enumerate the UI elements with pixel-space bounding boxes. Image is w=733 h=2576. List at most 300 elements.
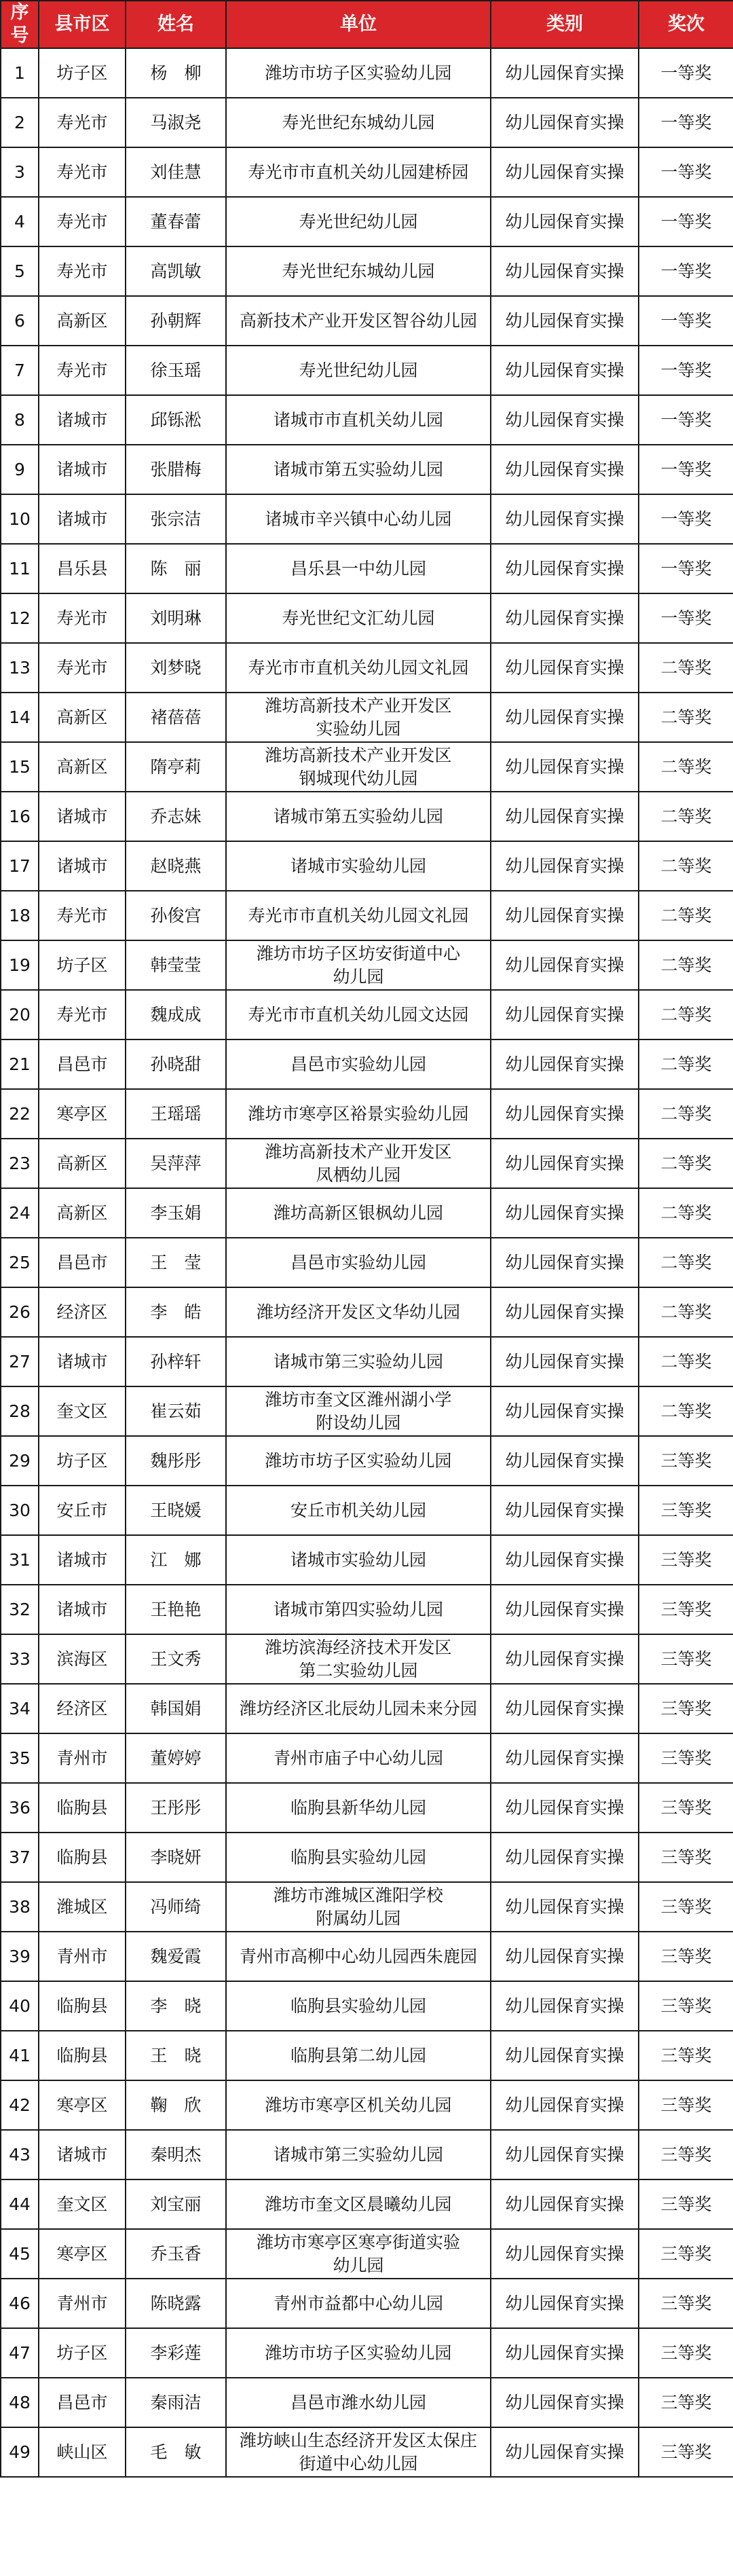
cell-index: 47: [1, 2328, 39, 2378]
cell-index: 46: [1, 2279, 39, 2328]
table-row: [1, 1337, 733, 1386]
cell-name: 李晓妍: [126, 1833, 226, 1882]
cell-unit: 临朐县实验幼儿园: [226, 1981, 491, 2031]
cell-county: 诸城市: [39, 445, 126, 494]
table-row: [1, 1139, 733, 1188]
cell-award: 三等奖: [639, 2229, 733, 2279]
cell-category: 幼儿园保育实操: [491, 891, 639, 940]
cell-unit: 诸城市实验幼儿园: [226, 1535, 491, 1585]
cell-name: 陈晓露: [126, 2279, 226, 2328]
cell-name: 孙俊宫: [126, 891, 226, 940]
cell-category: 幼儿园保育实操: [491, 940, 639, 990]
cell-county: 昌乐县: [39, 544, 126, 593]
cell-county: 诸城市: [39, 1535, 126, 1585]
cell-unit: 寿光世纪东城幼儿园: [226, 246, 491, 296]
table-row: [1, 544, 733, 593]
cell-name: 董春蕾: [126, 197, 226, 246]
cell-index: 8: [1, 395, 39, 445]
cell-award: 三等奖: [639, 1932, 733, 1981]
cell-unit: 寿光世纪东城幼儿园: [226, 98, 491, 147]
cell-name: 张腊梅: [126, 445, 226, 494]
cell-index: 31: [1, 1535, 39, 1585]
cell-index: 30: [1, 1486, 39, 1535]
cell-award: 三等奖: [639, 1634, 733, 1684]
cell-name: 刘宝丽: [126, 2179, 226, 2229]
cell-index: 2: [1, 98, 39, 147]
cell-county: 峡山区: [39, 2427, 126, 2477]
cell-category: 幼儿园保育实操: [491, 2080, 639, 2130]
cell-county: 寿光市: [39, 593, 126, 643]
cell-unit: 潍坊市奎文区潍州湖小学 附设幼儿园: [226, 1386, 491, 1436]
cell-county: 临朐县: [39, 1833, 126, 1882]
cell-county: 滨海区: [39, 1634, 126, 1684]
cell-award: 一等奖: [639, 494, 733, 544]
cell-unit: 潍坊市坊子区实验幼儿园: [226, 2328, 491, 2378]
cell-unit: 诸城市第三实验幼儿园: [226, 2130, 491, 2179]
table-row: [1, 1932, 733, 1981]
cell-name: 马淑尧: [126, 98, 226, 147]
cell-award: 三等奖: [639, 1436, 733, 1486]
cell-name: 陈 丽: [126, 544, 226, 593]
header-name: 姓名: [126, 1, 226, 48]
table-row: [1, 1486, 733, 1535]
cell-award: 三等奖: [639, 2378, 733, 2427]
cell-county: 寿光市: [39, 643, 126, 693]
cell-name: 褚蓓蓓: [126, 693, 226, 742]
header-row: [1, 1, 733, 48]
cell-unit: 临朐县第二幼儿园: [226, 2031, 491, 2080]
cell-name: 乔志妹: [126, 792, 226, 841]
cell-index: 48: [1, 2378, 39, 2427]
cell-county: 青州市: [39, 1733, 126, 1783]
cell-unit: 潍坊滨海经济技术开发区 第二实验幼儿园: [226, 1634, 491, 1684]
cell-unit: 诸城市市直机关幼儿园: [226, 395, 491, 445]
cell-category: 幼儿园保育实操: [491, 98, 639, 147]
cell-award: 二等奖: [639, 643, 733, 693]
cell-county: 诸城市: [39, 1585, 126, 1634]
cell-category: 幼儿园保育实操: [491, 1486, 639, 1535]
cell-name: 王晓媛: [126, 1486, 226, 1535]
header-award: 奖次: [639, 1, 733, 48]
cell-award: 二等奖: [639, 693, 733, 742]
cell-award: 二等奖: [639, 1188, 733, 1238]
cell-unit: 寿光市市直机关幼儿园文礼园: [226, 643, 491, 693]
table-row: [1, 2080, 733, 2130]
cell-county: 寒亭区: [39, 1089, 126, 1139]
cell-category: 幼儿园保育实操: [491, 445, 639, 494]
table-row: [1, 1188, 733, 1238]
cell-category: 幼儿园保育实操: [491, 1139, 639, 1188]
cell-name: 李玉娟: [126, 1188, 226, 1238]
cell-unit: 昌邑市实验幼儿园: [226, 1238, 491, 1287]
cell-index: 34: [1, 1684, 39, 1733]
cell-category: 幼儿园保育实操: [491, 1833, 639, 1882]
cell-county: 高新区: [39, 1139, 126, 1188]
cell-category: 幼儿园保育实操: [491, 1783, 639, 1833]
cell-award: 一等奖: [639, 48, 733, 98]
cell-award: 三等奖: [639, 2080, 733, 2130]
cell-county: 诸城市: [39, 1337, 126, 1386]
table-row: [1, 593, 733, 643]
cell-name: 乔玉香: [126, 2229, 226, 2279]
table-row: [1, 643, 733, 693]
table-row: [1, 445, 733, 494]
table-row: [1, 1684, 733, 1733]
cell-index: 35: [1, 1733, 39, 1783]
cell-index: 37: [1, 1833, 39, 1882]
cell-unit: 寿光市市直机关幼儿园文达园: [226, 990, 491, 1039]
cell-county: 寿光市: [39, 990, 126, 1039]
cell-category: 幼儿园保育实操: [491, 2279, 639, 2328]
cell-category: 幼儿园保育实操: [491, 2427, 639, 2477]
cell-county: 临朐县: [39, 1981, 126, 2031]
cell-index: 16: [1, 792, 39, 841]
cell-unit: 昌邑市潍水幼儿园: [226, 2378, 491, 2427]
cell-county: 临朐县: [39, 1783, 126, 1833]
cell-index: 40: [1, 1981, 39, 2031]
cell-name: 王 晓: [126, 2031, 226, 2080]
cell-category: 幼儿园保育实操: [491, 346, 639, 395]
cell-county: 安丘市: [39, 1486, 126, 1535]
cell-index: 18: [1, 891, 39, 940]
cell-category: 幼儿园保育实操: [491, 1089, 639, 1139]
cell-unit: 青州市庙子中心幼儿园: [226, 1733, 491, 1783]
cell-award: 三等奖: [639, 1833, 733, 1882]
cell-county: 坊子区: [39, 1436, 126, 1486]
cell-index: 1: [1, 48, 39, 98]
cell-index: 49: [1, 2427, 39, 2477]
cell-unit: 潍坊市奎文区晨曦幼儿园: [226, 2179, 491, 2229]
cell-county: 经济区: [39, 1684, 126, 1733]
cell-category: 幼儿园保育实操: [491, 2378, 639, 2427]
cell-county: 高新区: [39, 1188, 126, 1238]
cell-index: 45: [1, 2229, 39, 2279]
cell-unit: 潍坊市潍城区潍阳学校 附属幼儿园: [226, 1882, 491, 1932]
table-row: [1, 1039, 733, 1089]
cell-award: 三等奖: [639, 1733, 733, 1783]
cell-award: 三等奖: [639, 1486, 733, 1535]
cell-category: 幼儿园保育实操: [491, 1634, 639, 1684]
cell-award: 三等奖: [639, 2427, 733, 2477]
table-row: [1, 2328, 733, 2378]
cell-index: 43: [1, 2130, 39, 2179]
table-row: [1, 1287, 733, 1337]
cell-award: 三等奖: [639, 1882, 733, 1932]
cell-category: 幼儿园保育实操: [491, 1386, 639, 1436]
cell-name: 董婷婷: [126, 1733, 226, 1783]
cell-unit: 潍坊市坊子区坊安街道中心 幼儿园: [226, 940, 491, 990]
cell-award: 三等奖: [639, 2328, 733, 2378]
cell-award: 一等奖: [639, 544, 733, 593]
cell-category: 幼儿园保育实操: [491, 1436, 639, 1486]
cell-name: 秦明杰: [126, 2130, 226, 2179]
cell-award: 一等奖: [639, 395, 733, 445]
cell-category: 幼儿园保育实操: [491, 990, 639, 1039]
table-row: [1, 742, 733, 792]
header-category: 类别: [491, 1, 639, 48]
cell-award: 二等奖: [639, 1386, 733, 1436]
cell-name: 孙朝辉: [126, 296, 226, 346]
cell-category: 幼儿园保育实操: [491, 1882, 639, 1932]
cell-county: 寿光市: [39, 98, 126, 147]
table-row: [1, 1634, 733, 1684]
cell-index: 13: [1, 643, 39, 693]
cell-award: 一等奖: [639, 296, 733, 346]
cell-category: 幼儿园保育实操: [491, 643, 639, 693]
cell-county: 寿光市: [39, 246, 126, 296]
cell-county: 诸城市: [39, 494, 126, 544]
cell-unit: 寿光市市直机关幼儿园文礼园: [226, 891, 491, 940]
cell-unit: 临朐县新华幼儿园: [226, 1783, 491, 1833]
cell-category: 幼儿园保育实操: [491, 2031, 639, 2080]
cell-name: 刘明琳: [126, 593, 226, 643]
cell-unit: 青州市高柳中心幼儿园西朱鹿园: [226, 1932, 491, 1981]
cell-name: 王 莹: [126, 1238, 226, 1287]
table-row: [1, 1833, 733, 1882]
cell-award: 二等奖: [639, 841, 733, 891]
cell-county: 坊子区: [39, 940, 126, 990]
cell-county: 坊子区: [39, 48, 126, 98]
cell-name: 王瑶瑶: [126, 1089, 226, 1139]
cell-category: 幼儿园保育实操: [491, 1535, 639, 1585]
cell-county: 昌邑市: [39, 1039, 126, 1089]
cell-county: 诸城市: [39, 841, 126, 891]
table-row: [1, 1535, 733, 1585]
cell-name: 魏成成: [126, 990, 226, 1039]
cell-unit: 诸城市第四实验幼儿园: [226, 1585, 491, 1634]
cell-name: 江 娜: [126, 1535, 226, 1585]
table-row: [1, 1436, 733, 1486]
table-row: [1, 841, 733, 891]
table-row: [1, 940, 733, 990]
cell-index: 33: [1, 1634, 39, 1684]
cell-unit: 安丘市机关幼儿园: [226, 1486, 491, 1535]
table-row: [1, 2179, 733, 2229]
cell-category: 幼儿园保育实操: [491, 2328, 639, 2378]
cell-award: 二等奖: [639, 1337, 733, 1386]
table-row: [1, 147, 733, 197]
cell-name: 韩国娟: [126, 1684, 226, 1733]
cell-name: 冯师绮: [126, 1882, 226, 1932]
cell-name: 王艳艳: [126, 1585, 226, 1634]
cell-award: 二等奖: [639, 891, 733, 940]
cell-category: 幼儿园保育实操: [491, 2130, 639, 2179]
cell-unit: 潍坊高新区银枫幼儿园: [226, 1188, 491, 1238]
cell-award: 三等奖: [639, 1585, 733, 1634]
cell-unit: 潍坊高新技术产业开发区 钢城现代幼儿园: [226, 742, 491, 792]
cell-category: 幼儿园保育实操: [491, 1684, 639, 1733]
cell-county: 经济区: [39, 1287, 126, 1337]
cell-name: 徐玉瑶: [126, 346, 226, 395]
cell-county: 坊子区: [39, 2328, 126, 2378]
cell-unit: 潍坊高新技术产业开发区 实验幼儿园: [226, 693, 491, 742]
cell-county: 青州市: [39, 2279, 126, 2328]
cell-name: 刘佳慧: [126, 147, 226, 197]
table-row: [1, 1386, 733, 1436]
table-row: [1, 1981, 733, 2031]
cell-category: 幼儿园保育实操: [491, 1981, 639, 2031]
cell-name: 张宗洁: [126, 494, 226, 544]
cell-index: 9: [1, 445, 39, 494]
cell-name: 王彤彤: [126, 1783, 226, 1833]
table-row: [1, 2279, 733, 2328]
table-row: [1, 197, 733, 246]
cell-category: 幼儿园保育实操: [491, 147, 639, 197]
cell-index: 14: [1, 693, 39, 742]
cell-name: 韩莹莹: [126, 940, 226, 990]
cell-award: 三等奖: [639, 1684, 733, 1733]
cell-award: 三等奖: [639, 2130, 733, 2179]
cell-award: 二等奖: [639, 1139, 733, 1188]
cell-category: 幼儿园保育实操: [491, 593, 639, 643]
cell-index: 3: [1, 147, 39, 197]
table-row: [1, 792, 733, 841]
cell-index: 15: [1, 742, 39, 792]
table-row: [1, 1585, 733, 1634]
cell-index: 26: [1, 1287, 39, 1337]
table-row: [1, 1882, 733, 1932]
cell-county: 昌邑市: [39, 2378, 126, 2427]
cell-index: 6: [1, 296, 39, 346]
cell-county: 高新区: [39, 693, 126, 742]
cell-name: 隋亭莉: [126, 742, 226, 792]
table-row: [1, 1089, 733, 1139]
cell-category: 幼儿园保育实操: [491, 1932, 639, 1981]
cell-index: 23: [1, 1139, 39, 1188]
cell-index: 28: [1, 1386, 39, 1436]
cell-unit: 潍坊市寒亭区寒亭街道实验 幼儿园: [226, 2229, 491, 2279]
cell-name: 魏爱霞: [126, 1932, 226, 1981]
table-row: [1, 1238, 733, 1287]
table-row: [1, 2378, 733, 2427]
cell-index: 11: [1, 544, 39, 593]
cell-award: 一等奖: [639, 147, 733, 197]
cell-category: 幼儿园保育实操: [491, 1585, 639, 1634]
cell-award: 二等奖: [639, 792, 733, 841]
cell-category: 幼儿园保育实操: [491, 1337, 639, 1386]
cell-county: 昌邑市: [39, 1238, 126, 1287]
cell-index: 32: [1, 1585, 39, 1634]
table-row: [1, 494, 733, 544]
cell-category: 幼儿园保育实操: [491, 2229, 639, 2279]
cell-index: 24: [1, 1188, 39, 1238]
table-row: [1, 1733, 733, 1783]
cell-unit: 临朐县实验幼儿园: [226, 1833, 491, 1882]
cell-index: 7: [1, 346, 39, 395]
cell-category: 幼儿园保育实操: [491, 2179, 639, 2229]
cell-unit: 潍坊市寒亭区裕景实验幼儿园: [226, 1089, 491, 1139]
table-row: [1, 2427, 733, 2477]
cell-name: 秦雨洁: [126, 2378, 226, 2427]
cell-index: 29: [1, 1436, 39, 1486]
cell-name: 李 皓: [126, 1287, 226, 1337]
cell-category: 幼儿园保育实操: [491, 1287, 639, 1337]
cell-unit: 昌邑市实验幼儿园: [226, 1039, 491, 1089]
cell-award: 一等奖: [639, 445, 733, 494]
cell-award: 一等奖: [639, 346, 733, 395]
cell-unit: 寿光世纪文汇幼儿园: [226, 593, 491, 643]
cell-category: 幼儿园保育实操: [491, 693, 639, 742]
cell-name: 杨 柳: [126, 48, 226, 98]
cell-category: 幼儿园保育实操: [491, 1733, 639, 1783]
cell-county: 潍城区: [39, 1882, 126, 1932]
table-row: [1, 2229, 733, 2279]
table-row: [1, 990, 733, 1039]
cell-index: 12: [1, 593, 39, 643]
cell-award: 二等奖: [639, 1238, 733, 1287]
cell-award: 二等奖: [639, 990, 733, 1039]
cell-county: 诸城市: [39, 395, 126, 445]
cell-index: 21: [1, 1039, 39, 1089]
cell-award: 二等奖: [639, 940, 733, 990]
cell-unit: 潍坊峡山生态经济开发区太保庄 街道中心幼儿园: [226, 2427, 491, 2477]
cell-unit: 寿光世纪幼儿园: [226, 346, 491, 395]
cell-name: 高凯敏: [126, 246, 226, 296]
cell-county: 高新区: [39, 742, 126, 792]
cell-award: 三等奖: [639, 1535, 733, 1585]
cell-index: 17: [1, 841, 39, 891]
cell-category: 幼儿园保育实操: [491, 246, 639, 296]
table-row: [1, 346, 733, 395]
cell-unit: 青州市益都中心幼儿园: [226, 2279, 491, 2328]
cell-unit: 潍坊市寒亭区机关幼儿园: [226, 2080, 491, 2130]
cell-name: 王文秀: [126, 1634, 226, 1684]
cell-unit: 寿光世纪幼儿园: [226, 197, 491, 246]
table-row: [1, 2031, 733, 2080]
cell-index: 39: [1, 1932, 39, 1981]
cell-index: 20: [1, 990, 39, 1039]
cell-county: 寿光市: [39, 346, 126, 395]
table-row: [1, 296, 733, 346]
cell-name: 刘梦晓: [126, 643, 226, 693]
cell-county: 高新区: [39, 296, 126, 346]
cell-category: 幼儿园保育实操: [491, 494, 639, 544]
table-body: [1, 48, 733, 2477]
cell-county: 诸城市: [39, 2130, 126, 2179]
table-row: [1, 1783, 733, 1833]
table-row: [1, 98, 733, 147]
cell-award: 三等奖: [639, 1783, 733, 1833]
cell-unit: 潍坊经济开发区文华幼儿园: [226, 1287, 491, 1337]
cell-index: 41: [1, 2031, 39, 2080]
cell-category: 幼儿园保育实操: [491, 197, 639, 246]
table-header: [1, 1, 733, 48]
cell-category: 幼儿园保育实操: [491, 544, 639, 593]
cell-index: 10: [1, 494, 39, 544]
table-row: [1, 48, 733, 98]
cell-county: 寿光市: [39, 147, 126, 197]
cell-unit: 潍坊市坊子区实验幼儿园: [226, 48, 491, 98]
cell-award: 三等奖: [639, 2179, 733, 2229]
cell-name: 毛 敏: [126, 2427, 226, 2477]
cell-name: 李 晓: [126, 1981, 226, 2031]
cell-category: 幼儿园保育实操: [491, 48, 639, 98]
table-row: [1, 891, 733, 940]
cell-category: 幼儿园保育实操: [491, 841, 639, 891]
cell-index: 36: [1, 1783, 39, 1833]
cell-index: 27: [1, 1337, 39, 1386]
cell-county: 寒亭区: [39, 2080, 126, 2130]
cell-name: 吴萍萍: [126, 1139, 226, 1188]
cell-category: 幼儿园保育实操: [491, 296, 639, 346]
cell-unit: 诸城市实验幼儿园: [226, 841, 491, 891]
cell-category: 幼儿园保育实操: [491, 395, 639, 445]
cell-index: 19: [1, 940, 39, 990]
cell-index: 25: [1, 1238, 39, 1287]
cell-name: 鞠 欣: [126, 2080, 226, 2130]
cell-unit: 昌乐县一中幼儿园: [226, 544, 491, 593]
cell-index: 42: [1, 2080, 39, 2130]
